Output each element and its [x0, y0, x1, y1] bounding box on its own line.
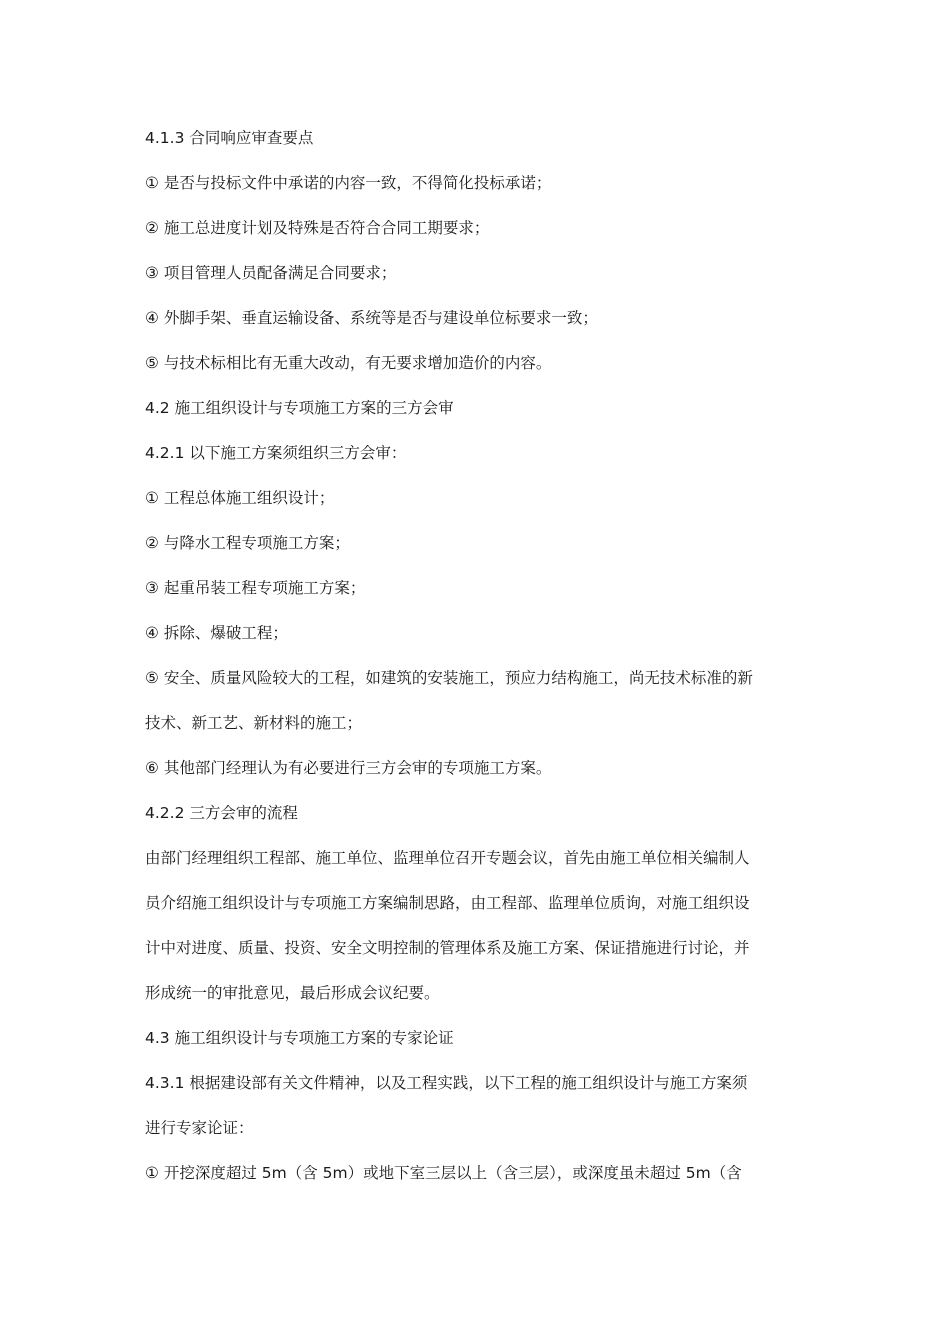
list-item-continuation: 技术、新工艺、新材料的施工；: [145, 714, 363, 732]
paragraph-line: 员介绍施工组织设计与专项施工方案编制思路，由工程部、监理单位质询，对施工组织设: [145, 894, 750, 912]
list-item: ④ 外脚手架、垂直运输设备、系统等是否与建设单位标要求一致；: [145, 309, 598, 327]
paragraph-line: 形成统一的审批意见，最后形成会议纪要。: [145, 984, 440, 1002]
heading-4-2: 4.2 施工组织设计与专项施工方案的三方会审: [145, 399, 454, 417]
paragraph-line: 由部门经理组织工程部、施工单位、监理单位召开专题会议，首先由施工单位相关编制人: [145, 849, 750, 867]
paragraph-line: 计中对进度、质量、投资、安全文明控制的管理体系及施工方案、保证措施进行讨论，并: [145, 939, 750, 957]
list-item: ③ 起重吊装工程专项施工方案；: [145, 579, 366, 597]
paragraph-line: 进行专家论证：: [145, 1119, 254, 1137]
heading-4-3-1: 4.3.1 根据建设部有关文件精神，以及工程实践，以下工程的施工组织设计与施工方案须: [145, 1074, 748, 1092]
list-item: ③ 项目管理人员配备满足合同要求；: [145, 264, 397, 282]
heading-4-1-3: 4.1.3 合同响应审查要点: [145, 129, 314, 147]
heading-4-2-1: 4.2.1 以下施工方案须组织三方会审：: [145, 444, 407, 462]
list-item: ① 是否与投标文件中承诺的内容一致，不得简化投标承诺；: [145, 174, 552, 192]
list-item: ⑤ 安全、质量风险较大的工程，如建筑的安装施工，预应力结构施工，尚无技术标准的新: [145, 669, 753, 687]
list-item: ⑥ 其他部门经理认为有必要进行三方会审的专项施工方案。: [145, 759, 552, 777]
heading-4-2-2: 4.2.2 三方会审的流程: [145, 804, 298, 822]
list-item: ① 工程总体施工组织设计；: [145, 489, 335, 507]
list-item: ② 施工总进度计划及特殊是否符合合同工期要求；: [145, 219, 490, 237]
heading-4-3: 4.3 施工组织设计与专项施工方案的专家论证: [145, 1029, 454, 1047]
document-body: [145, 121, 810, 1201]
list-item: ④ 拆除、爆破工程；: [145, 624, 288, 642]
list-item: ⑤ 与技术标相比有无重大改动，有无要求增加造价的内容。: [145, 354, 552, 372]
list-item: ② 与降水工程专项施工方案；: [145, 534, 350, 552]
list-item: ① 开挖深度超过 5m（含 5m）或地下室三层以上（含三层），或深度虽未超过 5m（含: [145, 1164, 742, 1182]
